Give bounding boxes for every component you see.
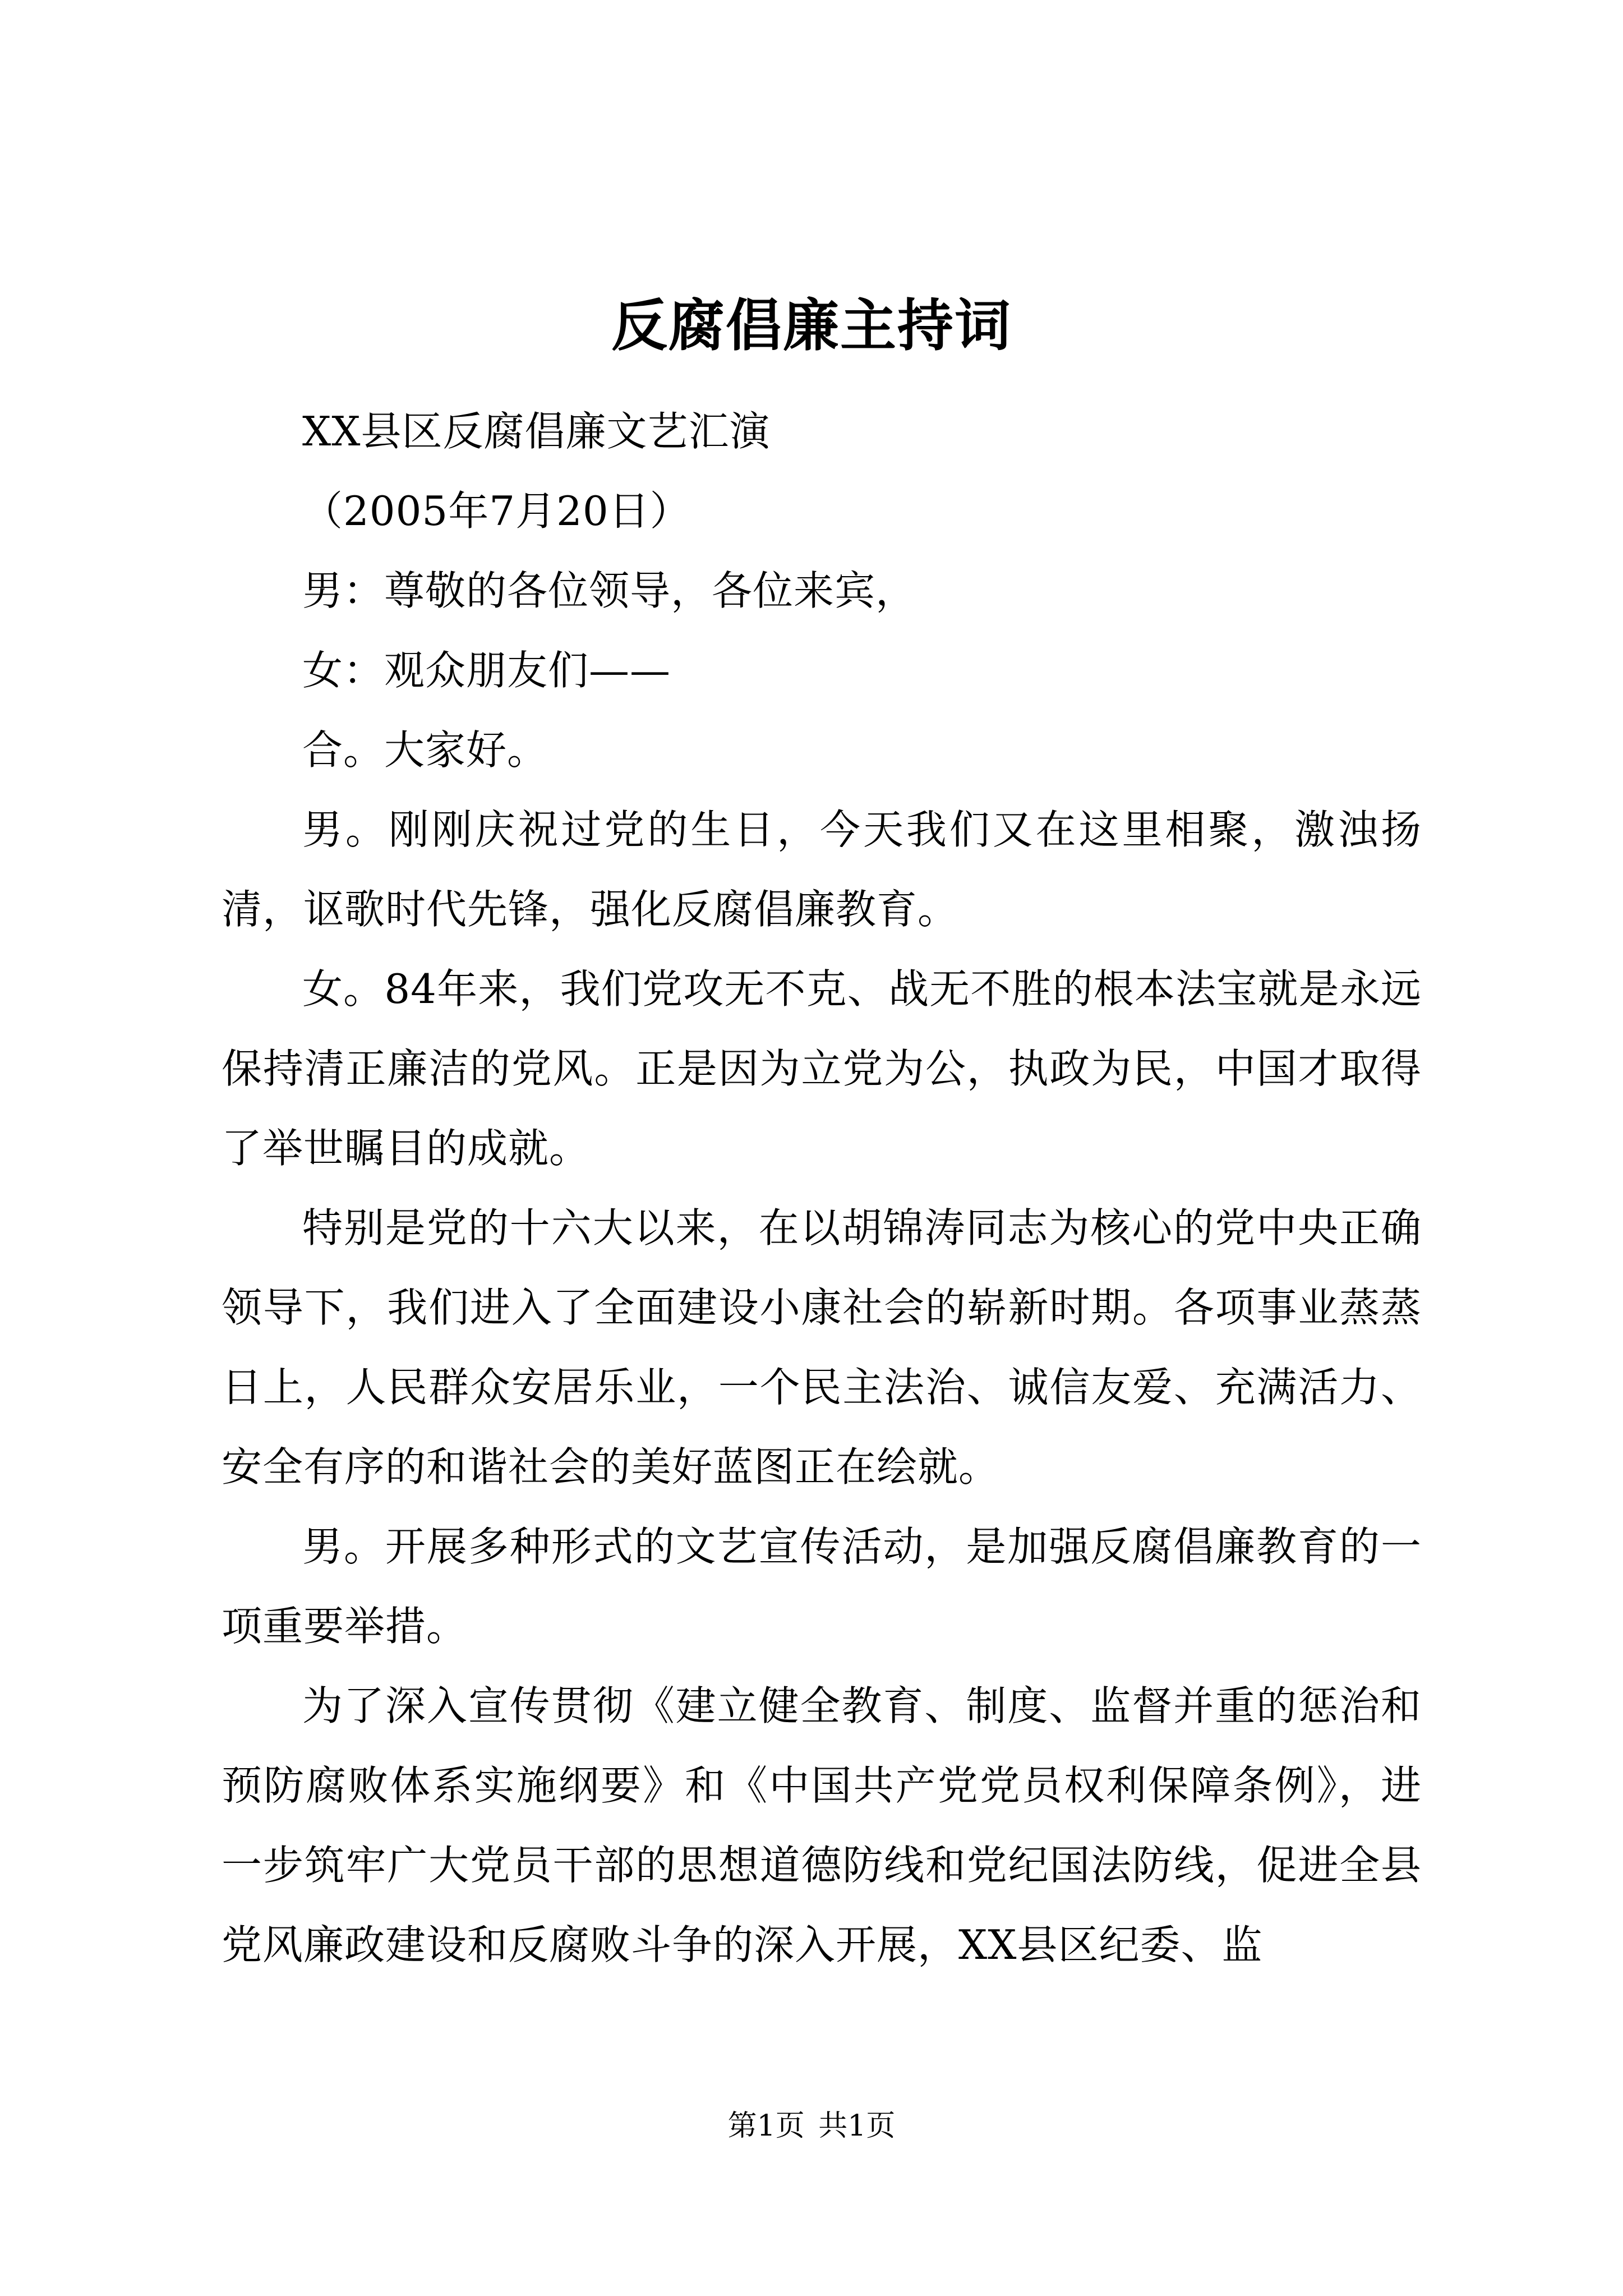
paragraph-male-activities: 男。开展多种形式的文艺宣传活动，是加强反腐倡廉教育的一项重要举措。	[222, 1523, 1422, 1650]
document-title: 反腐倡廉主持词	[611, 292, 1012, 358]
page-footer	[0, 2106, 1623, 2146]
paragraph-female-history: 女。84年来，我们党攻无不克、战无不胜的根本法宝就是永远保持清正廉洁的党风。正是因为立党为公，执政为民，中国才取得了举世瞩目的成就。	[222, 965, 1422, 1172]
paragraph-sixteenth-congress: 特别是党的十六大以来，在以胡锦涛同志为核心的党中央正确领导下，我们进入了全面建设小康社会的崭新时期。各项事业蒸蒸日上，人民群众安居乐业，一个民主法治、诚信友爱、充满活力、安全有序的和谐社会的美好蓝图正在绘就。	[222, 1204, 1422, 1490]
paragraph-purpose: 为了深入宣传贯彻《建立健全教育、制度、监督并重的惩治和预防腐败体系实施纲要》和《中国共产党党员权利保障条例》，进一步筑牢广大党员干部的思想道德防线和党纪国法防线，促进全县党风廉政建设和反腐败斗争的深入开展，XX县区纪委、监	[222, 1682, 1422, 1968]
paragraph-event-date: （2005年7月20日）	[302, 487, 691, 535]
paragraph-female-greeting: 女：观众朋友们——	[302, 647, 671, 694]
page-number: 第1页	[727, 2109, 805, 2143]
paragraph-together-greeting: 合。大家好。	[302, 726, 548, 774]
paragraph-event-name: XX县区反腐倡廉文艺汇演	[302, 408, 771, 455]
page-total: 共1页	[818, 2109, 896, 2143]
paragraph-male-opening: 男。刚刚庆祝过党的生日，今天我们又在这里相聚，激浊扬清，讴歌时代先锋，强化反腐倡廉教育。	[222, 806, 1422, 933]
document-body	[222, 392, 1422, 1985]
paragraph-male-greeting: 男：尊敬的各位领导，各位来宾，	[302, 567, 917, 614]
